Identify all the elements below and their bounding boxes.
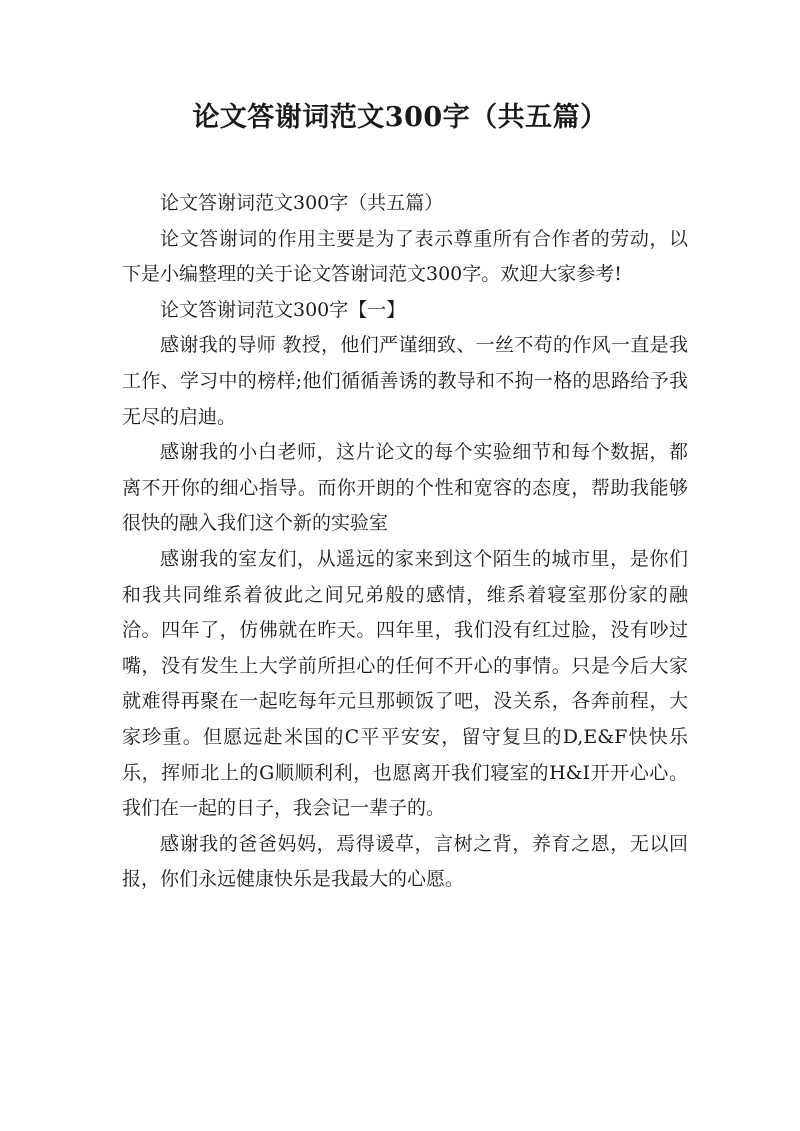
subtitle-paragraph: 论文答谢词范文300字（共五篇） xyxy=(160,192,444,214)
thanks-teacher-paragraph: 感谢我的小白老师，这片论文的每个实验细节和每个数据，都离不开你的细心指导。而你开朗的个性和宽容的态度，帮助我能够很快的融入我们这个新的实验室 xyxy=(122,441,688,535)
intro-paragraph: 论文答谢词的作用主要是为了表示尊重所有合作者的劳动，以下是小编整理的关于论文答谢词范文300字。欢迎大家参考! xyxy=(122,227,688,286)
thanks-roommates-paragraph: 感谢我的室友们，从遥远的家来到这个陌生的城市里，是你们和我共同维系着彼此之间兄弟般的感情，维系着寝室那份家的融洽。四年了，仿佛就在昨天。四年里，我们没有红过脸，没有吵过嘴，没有发生上大学前所担心的任何不开心的事情。只是今后大家就难得再聚在一起吃每年元旦那顿饭了吧，没关系，各奔前程，大家珍重。但愿远赴米国的C平平安安，留守复旦的D,E&F快快乐乐，挥师北上的G顺顺利利，也愿离开我们寝室的H&I开开心心。我们在一起的日子，我会记一辈子的。 xyxy=(122,547,688,820)
page-title: 论文答谢词范文300字（共五篇） xyxy=(192,102,608,133)
document-body xyxy=(122,186,688,898)
thanks-advisor-paragraph: 感谢我的导师 教授，他们严谨细致、一丝不苟的作风一直是我工作、学习中的榜样;他们循循善诱的教导和不拘一格的思路给予我无尽的启迪。 xyxy=(122,334,688,428)
thanks-parents-paragraph: 感谢我的爸爸妈妈，焉得谖草，言树之背，养育之恩，无以回报，你们永远健康快乐是我最大的心愿。 xyxy=(122,832,688,891)
section-heading: 论文答谢词范文300字【一】 xyxy=(160,298,406,321)
